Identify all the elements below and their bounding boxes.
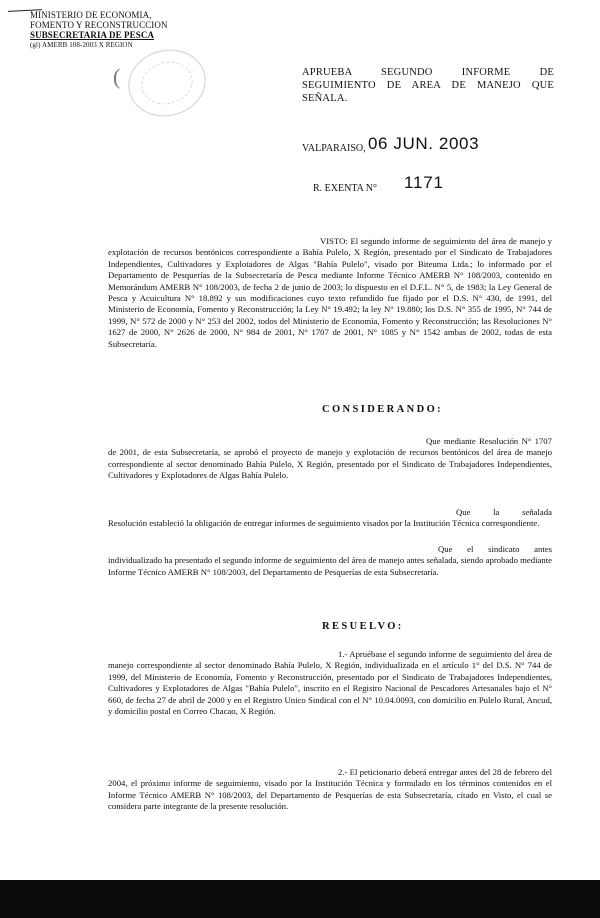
ministry-header: [30, 10, 180, 50]
considerando-paragraph-3: Que el sindicato antes individualizado ha presentado el segundo informe de seguimiento del área de manejo antes señalada, siendo aprobado mediante Informe Técnico AMERB N° 108/2003, del Departamento de Pesquerías de esta Subsecretaría.: [108, 544, 552, 577]
considerando-paragraph-2: Que la señalada Resolución estableció la obligación de entregar informes de seguimiento visados por la Institución Técnica correspondiente.: [108, 507, 552, 529]
approval-line-1: APRUEBA SEGUNDO INFORME DE: [302, 67, 554, 78]
considerando-heading: CONSIDERANDO:: [322, 404, 444, 415]
office-stamp: [121, 42, 213, 125]
resuelvo-heading: RESUELVO:: [322, 621, 404, 632]
visto-paragraph: VISTO: El segundo informe de seguimiento del área de manejo y explotación de recursos bentónicos correspondiente a Bahía Pulelo, X Región, presentado por el Sindicato de Trabajadores Independientes, Cultivadores y Explotadores de Algas "Bahía Pulelo", visado por Biteuma Ltda.; lo informado por el Departamento de Pesquerías de la Subsecretaría de Pesca mediante Informe Técnico AMERB N° 108/2003, contenido en Memorándum AMERB N° 108/2003, de fecha 2 de junio de 2003; lo dispuesto en el D.F.L. N° 5, de 1983; la Ley General de Pesca y Acuicultura N° 18.892 y sus modificaciones cuyo texto refundido fue fijado por el D.S. N° 430, de 1991, del Ministerio de Economía, Fomento y Reconstrucción; la Ley N° 19.492; la ley N° 19.880; los D.S. N° 355 de 1995, N° 744 de 1999, N° 572 de 2000 y N° 253 del 2002, todos del Ministerio de Economía, Fomento y Reconstrucción; las Resoluciones N° 1627 de 2000, N° 2626 de 2000, N° 984 de 2001, N° 1707 de 2001, N° 1085 y N° 1542 ambas de 2002, todas de esta Subsecretaría.: [108, 236, 552, 349]
approval-line-3: SEÑALA.: [302, 93, 348, 104]
stamp-inner-ring: [137, 56, 198, 109]
header-line-4: (gl) AMERB 108-2003 X REGION: [30, 41, 133, 49]
header-line-3: SUBSECRETARIA DE PESCA: [30, 30, 155, 40]
resolution-number: 1171: [404, 173, 444, 192]
resuelvo-item-2: 2.- El peticionario deberá entregar antes del 28 de febrero del 2004, el próximo informe de seguimiento, visado por la Institución Técnica y formulado en los términos contenidos en el Informe Técnico AMERB N° 108/2003, del Departamento de Pesquerías de esta Subsecretaría, citado en Visto, el cual se considera parte integrante de la presente resolución.: [108, 767, 552, 812]
header-line-1: MINISTERIO DE ECONOMIA,: [30, 10, 152, 20]
place-label: VALPARAISO,: [302, 143, 366, 154]
considerando-paragraph-1: Que mediante Resolución N° 1707 de 2001, de esta Subsecretaría, se aprobó el proyecto de manejo y explotación de recursos bentónicos del área de manejo correspondiente al sector denominado Bahía Pulelo, X Región, presentado por el Sindicato de Trabajadores Independientes, Cultivadores y Explotadores de Algas Bahía Pulelo.: [108, 436, 552, 481]
margin-bracket-mark: (: [113, 64, 121, 89]
header-line-2: FOMENTO Y RECONSTRUCCION: [30, 20, 168, 30]
resolution-label: R. EXENTA N°: [313, 183, 378, 194]
scan-edge-bar: [0, 880, 600, 918]
approval-line-2: SEGUIMIENTO DE AREA DE MANEJO QUE: [302, 80, 554, 91]
approval-summary: [302, 66, 554, 105]
resuelvo-item-1: 1.- Apruébase el segundo informe de seguimiento del área de manejo correspondiente al sector denominado Bahía Pulelo, X Región, individualizada en el artículo 1° del D.S. N° 744 de 1999, del Ministerio de Economía, Fomento y Reconstrucción, presentado por el Sindicato de Trabajadores Independientes, Cultivadores y Explotadores de Algas "Bahía Pulelo", inscrito en el Registro Nacional de Pescadores Artesanales bajo el N° 660, de fecha 27 de abril de 2000 y en el Registro Unico Sindical con el N° 10.04.0093, con domicilio en Pulelo Rural, Ancud, y domicilio postal en Correo Chacao, X Región.: [108, 649, 552, 717]
date-stamp: 06 JUN. 2003: [368, 134, 480, 153]
